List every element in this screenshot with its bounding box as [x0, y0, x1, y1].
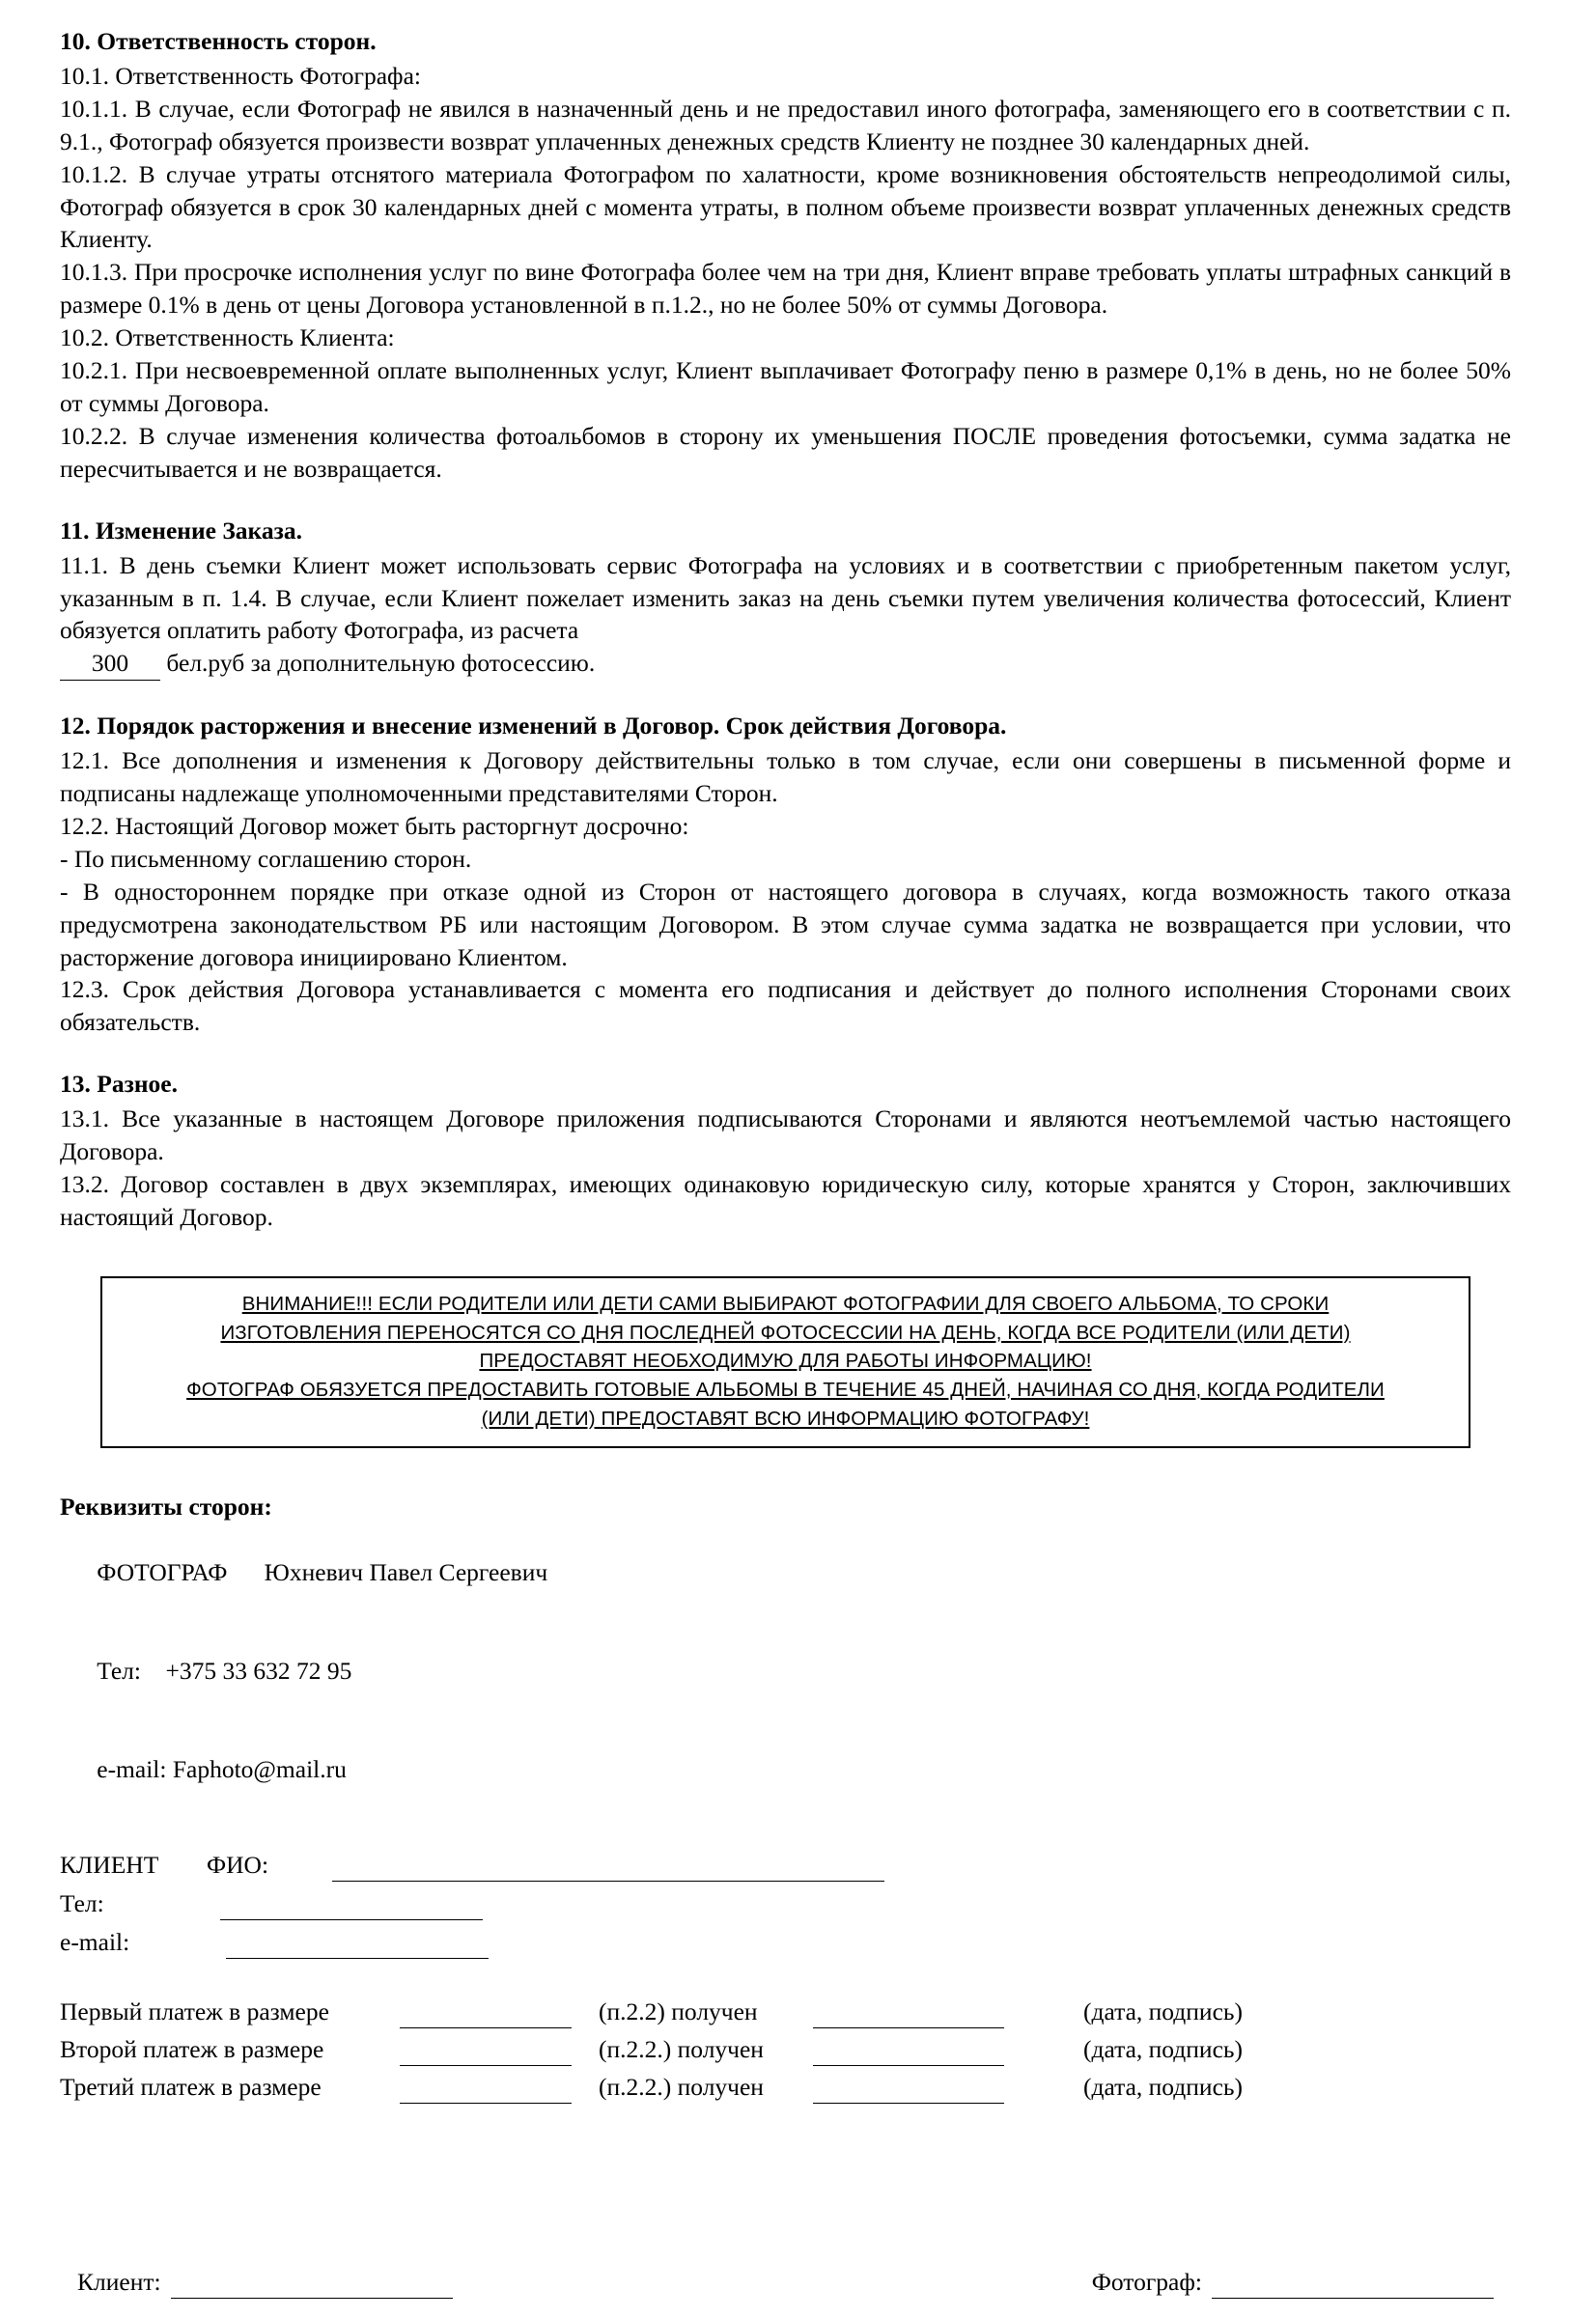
payments-block [60, 1996, 1511, 2104]
photographer-signature-field[interactable] [1212, 2272, 1494, 2299]
payment-3-receipt-field[interactable] [813, 2077, 1004, 2104]
payment-row [60, 2033, 1511, 2066]
payment-2-receipt-field[interactable] [813, 2039, 1004, 2066]
client-email-row [60, 1926, 1511, 1959]
paragraph-12-2: 12.2. Настоящий Договор может быть расторгнут досрочно: [60, 811, 689, 840]
client-signature-field[interactable] [171, 2272, 453, 2299]
photographer-phone-label: Тел: [97, 1656, 141, 1685]
attention-line-3: ПРЕДОСТАВЯТ НЕОБХОДИМУЮ ДЛЯ РАБОТЫ ИНФОРМАЦИЮ! [479, 1350, 1092, 1373]
photographer-email-row [60, 1720, 1511, 1819]
client-fio-label: ФИО: [207, 1851, 269, 1880]
payment-3-sign-hint: (дата, подпись) [1083, 2073, 1244, 2101]
section-title-misc: 13. Разное. [60, 1070, 178, 1099]
attention-line-5: (ИЛИ ДЕТИ) ПРЕДОСТАВЯТ ВСЮ ИНФОРМАЦИЮ ФОТОГРАФУ! [481, 1407, 1090, 1430]
paragraph-12-1: 12.1. Все дополнения и изменения к Договору действительны только в том случае, если они совершены в письменной форме и подписаны надлежаще уполномоченными представителями Сторон. [60, 746, 1511, 808]
paragraph-12-3: 12.3. Срок действия Договора устанавливается с момента его подписания и действует до полного исполнения Сторонами своих обязательств. [60, 975, 1511, 1037]
payment-row [60, 2071, 1511, 2104]
requisites-block [60, 1491, 1511, 1959]
client-fio-row [60, 1849, 1511, 1882]
payment-1-middle: (п.2.2) получен [599, 1997, 758, 2026]
paragraph-10-2: 10.2. Ответственность Клиента: [60, 323, 395, 352]
paragraph-10-1-3: 10.1.3. При просрочке исполнения услуг по вине Фотографа более чем на три дня, Клиент вправе требовать уплаты штрафных санкций в размере 0.1% в день от цены Договора установленной в п.1.2., но не более 50% от суммы Договора. [60, 258, 1511, 320]
payment-1-amount-field[interactable] [400, 2001, 572, 2028]
photographer-label: ФОТОГРАФ [97, 1558, 228, 1587]
payment-1-label: Первый платеж в размере [60, 1997, 329, 2026]
photographer-name: Юхневич Павел Сергеевич [264, 1558, 548, 1587]
paragraph-10-2-1: 10.2.1. При несвоевременной оплате выполненных услуг, Клиент выплачивает Фотографу пеню в размере 0,1% в день, но не более 50% от суммы Договора. [60, 356, 1511, 417]
photographer-row [60, 1523, 1511, 1622]
client-email-field[interactable] [226, 1932, 489, 1959]
paragraph-10-1: 10.1. Ответственность Фотографа: [60, 61, 421, 90]
payment-2-sign-hint: (дата, подпись) [1083, 2035, 1244, 2064]
section-title-responsibility: 10. Ответственность сторон. [60, 27, 377, 55]
photographer-phone-value: +375 33 632 72 95 [165, 1656, 352, 1685]
client-signature-block [77, 2266, 453, 2299]
payment-3-middle: (п.2.2.) получен [599, 2073, 764, 2101]
payment-3-amount-field[interactable] [400, 2077, 572, 2104]
client-phone-field[interactable] [220, 1894, 483, 1921]
payment-2-middle: (п.2.2.) получен [599, 2035, 764, 2064]
requisites-heading-text: Реквизиты сторон: [60, 1493, 272, 1522]
client-phone-row [60, 1887, 1511, 1920]
client-phone-label: Тел: [60, 1889, 104, 1918]
attention-line-4: ФОТОГРАФ ОБЯЗУЕТСЯ ПРЕДОСТАВИТЬ ГОТОВЫЕ АЛЬБОМЫ В ТЕЧЕНИЕ 45 ДНЕЙ, НАЧИНАЯ СО ДНЯ, КОГДА РОДИТЕЛИ [186, 1378, 1385, 1401]
photographer-email-value: Faphoto@mail.ru [172, 1754, 347, 1783]
client-email-label: e-mail: [60, 1928, 130, 1957]
photographer-signature-block [1092, 2266, 1494, 2299]
photographer-phone-row [60, 1622, 1511, 1720]
client-label: КЛИЕНТ [60, 1851, 159, 1880]
attention-line-1: ВНИМАНИЕ!!! ЕСЛИ РОДИТЕЛИ ИЛИ ДЕТИ САМИ ВЫБИРАЮТ ФОТОГРАФИИ ДЛЯ СВОЕГО АЛЬБОМА, ТО СРОКИ [241, 1292, 1330, 1315]
client-fio-field[interactable] [332, 1856, 884, 1883]
paragraph-13-2: 13.2. Договор составлен в двух экземплярах, имеющих одинаковую юридическую силу, которые хранятся у Сторон, заключивших настоящий Договор. [60, 1170, 1511, 1231]
paragraph-13-1: 13.1. Все указанные в настоящем Договоре приложения подписываются Сторонами и являются неотъемлемой частью настоящего Договора. [60, 1104, 1511, 1166]
attention-line-2: ИЗГОТОВЛЕНИЯ ПЕРЕНОСЯТСЯ СО ДНЯ ПОСЛЕДНЕЙ ФОТОСЕССИИ НА ДЕНЬ, КОГДА ВСЕ РОДИТЕЛИ (ИЛИ ДЕТИ) [220, 1321, 1351, 1344]
paragraph-11-1-text: 11.1. В день съемки Клиент может использовать сервис Фотографа на условиях и в соответствии с приобретенным пакетом услуг, указанным в п. 1.4. В случае, если Клиент пожелает изменить заказ на день съемки путем увеличения количества фотосессий, Клиент обязуется оплатить работу Фотографа, из расчета [60, 550, 1511, 645]
photographer-signature-label: Фотограф: [1091, 2267, 1202, 2296]
section-title-termination: 12. Порядок расторжения и внесение изменений в Договор. Срок действия Договора. [60, 712, 1007, 740]
payment-2-label: Второй платеж в размере [60, 2035, 324, 2064]
client-signature-label: Клиент: [77, 2267, 161, 2296]
paragraph-10-2-2: 10.2.2. В случае изменения количества фотоальбомов в сторону их уменьшения ПОСЛЕ проведения фотосъемки, сумма задатка не пересчитывается и не возвращается. [60, 421, 1511, 483]
paragraph-11-1-amount-row [60, 647, 1511, 681]
paragraph-10-1-2: 10.1.2. В случае утраты отснятого материала Фотографом по халатности, кроме возникновения обстоятельств непреодолимой силы, Фотограф обязуется в срок 30 календарных дней с момента утраты, в полном объеме произвести возврат уплаченных денежных средств Клиенту. [60, 159, 1511, 254]
client-requisites-block [60, 1849, 1511, 1959]
paragraph-11-1-suffix: бел.руб за дополнительную фотосессию. [166, 649, 596, 678]
paragraph-11-1 [60, 549, 1511, 648]
paragraph-12-2-a: - По письменному соглашению сторон. [60, 844, 472, 873]
payment-2-amount-field[interactable] [400, 2039, 572, 2066]
section-title-order-change: 11. Изменение Заказа. [60, 516, 302, 545]
payment-row [60, 1996, 1511, 2028]
payment-1-receipt-field[interactable] [813, 2001, 1004, 2028]
photographer-email-label: e-mail: [97, 1754, 167, 1783]
signature-footer [60, 2266, 1511, 2299]
paragraph-10-1-1: 10.1.1. В случае, если Фотограф не явился в назначенный день и не предоставил иного фотографа, заменяющего его в соответствии с п. 9.1., Фотограф обязуется произвести возврат уплаченных денежных средств Клиенту не позднее 30 календарных дней. [60, 94, 1511, 155]
additional-session-price-value[interactable]: 300 [60, 647, 160, 681]
payment-3-label: Третий платеж в размере [60, 2073, 322, 2101]
paragraph-12-2-b: - В одностороннем порядке при отказе одной из Сторон от настоящего договора в случаях, когда возможность такого отказа предусмотрена законодательством РБ или настоящим Договором. В этом случае сумма задатка не возвращается при условии, что расторжение договора инициировано Клиентом. [60, 877, 1511, 971]
payment-1-sign-hint: (дата, подпись) [1083, 1997, 1244, 2026]
requisites-heading [60, 1491, 1511, 1523]
attention-notice-box [100, 1276, 1470, 1449]
